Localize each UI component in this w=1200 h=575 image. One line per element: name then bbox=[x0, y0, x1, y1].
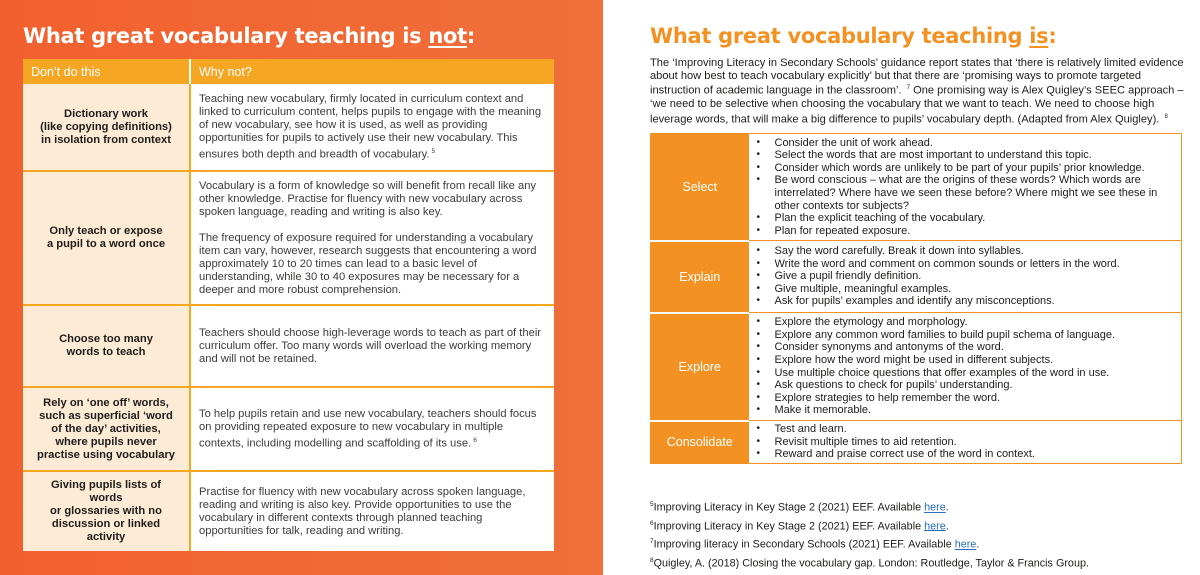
footnote bbox=[650, 534, 1190, 553]
dont-cell bbox=[23, 84, 190, 171]
footnote-ref: 5 bbox=[431, 147, 436, 155]
stage-list bbox=[757, 423, 1176, 461]
why-cell bbox=[190, 305, 554, 387]
dont-text: Choose too many words to teach bbox=[59, 333, 153, 358]
list-item: • Consider synonyms and antonyms of the word. bbox=[757, 341, 1176, 354]
list-item: • Consider which words are unlikely to be part of your pupils’ prior knowledge. bbox=[757, 162, 1176, 175]
stage-items bbox=[749, 313, 1182, 421]
stage-row bbox=[651, 421, 1182, 464]
dont-cell bbox=[23, 171, 190, 305]
list-item: • Give a pupil friendly definition. bbox=[757, 270, 1176, 283]
list-item: • Explore strategies to help remember the word. bbox=[757, 392, 1176, 405]
why-text: Teachers should choose high-leverage words to teach as part of their curriculum offer. Too many words will overload the working memory and will not be retained. bbox=[199, 326, 542, 365]
stage-items bbox=[749, 241, 1182, 313]
list-item: • Use multiple choice questions that offer examples of the word in use. bbox=[757, 367, 1176, 380]
list-item: • Revisit multiple times to aid retention. bbox=[757, 436, 1176, 449]
dont-cell bbox=[23, 305, 190, 387]
dont-table bbox=[23, 59, 554, 551]
why-text: The frequency of exposure required for understanding a vocabulary item can vary, however, research suggests that encountering a word approximately 10 to 20 times can lead to a basic level of understanding, while 30 to 40 exposures may be necessary for a deeper and more robust comprehension. bbox=[199, 231, 537, 296]
list-item: • Explore how the word might be used in different subjects. bbox=[757, 354, 1176, 367]
footnote bbox=[650, 516, 1190, 535]
dont-text: Rely on ‘one off’ words, such as superficial ‘word of the day’ activities, where pupils never practise using vocabulary bbox=[36, 396, 176, 461]
why-cell bbox=[190, 387, 554, 471]
dont-text: Only teach or expose a pupil to a word once bbox=[46, 225, 166, 250]
seec-table bbox=[650, 133, 1182, 464]
footnote-link[interactable]: here bbox=[954, 538, 977, 551]
footnote-number: 5 bbox=[650, 501, 654, 508]
footnote-link[interactable]: here bbox=[924, 501, 946, 514]
why-paragraph bbox=[199, 180, 544, 219]
table-row bbox=[23, 171, 554, 305]
list-item: • Reward and praise correct use of the word in context. bbox=[757, 448, 1176, 461]
why-text: To help pupils retain and use new vocabulary, teachers should focus on providing repeated exposure to new vocabulary in multiple contexts, including modelling and scaffolding of its use. bbox=[199, 407, 537, 450]
list-item: • Say the word carefully. Break it down into syllables. bbox=[757, 245, 1176, 258]
stage-label: Explain bbox=[651, 241, 749, 313]
dont-text: Giving pupils lists of words or glossaries with no discussion or linked activity bbox=[50, 479, 162, 543]
footnote-number: 8 bbox=[650, 556, 654, 564]
list-item: • Explore any common word families to build pupil schema of language. bbox=[757, 329, 1176, 342]
list-item: • Give multiple, meaningful examples. bbox=[757, 283, 1176, 296]
why-text: Practise for fluency with new vocabulary across spoken language, reading and writing is also key. Provide opportunities to use the vocabulary in different contexts through planned teaching opportunities for talk, reading and writing. bbox=[199, 485, 526, 537]
stage-row bbox=[651, 313, 1182, 421]
list-item: • Ask for pupils’ examples and identify any misconceptions. bbox=[757, 295, 1176, 308]
list-item: • Plan the explicit teaching of the vocabulary. bbox=[757, 212, 1176, 225]
stage-label: Explore bbox=[651, 313, 749, 421]
stage-row bbox=[651, 134, 1182, 241]
stage-label: Consolidate bbox=[651, 421, 749, 464]
dont-cell bbox=[23, 471, 190, 551]
why-cell bbox=[190, 84, 554, 171]
table-row bbox=[23, 84, 554, 171]
footnote-link[interactable]: here bbox=[924, 520, 946, 533]
footnote bbox=[650, 497, 1190, 516]
col-header-dont: Don’t do this bbox=[23, 59, 190, 84]
footnote-end: . bbox=[945, 501, 949, 514]
footnote bbox=[650, 553, 1190, 572]
list-item: • Explore the etymology and morphology. bbox=[757, 316, 1176, 329]
stage-label: Select bbox=[651, 134, 749, 241]
list-item: • Write the word and comment on common sounds or letters in the word. bbox=[757, 258, 1176, 271]
left-title: What great vocabulary teaching is not: bbox=[23, 24, 476, 48]
footnotes bbox=[650, 497, 1190, 571]
why-text: Vocabulary is a form of knowledge so will benefit from recall like any other knowledge. Practise for fluency with new vocabulary across spoken language, reading and writing is also key. bbox=[199, 179, 537, 218]
table-row bbox=[23, 471, 554, 551]
footnote-text: Improving Literacy in Key Stage 2 (2021) EEF. Available bbox=[653, 520, 925, 533]
stage-items bbox=[749, 134, 1182, 241]
col-header-why: Why not? bbox=[190, 59, 554, 84]
why-paragraph bbox=[199, 327, 544, 366]
why-cell bbox=[190, 171, 554, 305]
stage-row bbox=[651, 241, 1182, 313]
stage-list bbox=[757, 137, 1176, 238]
footnote-number: 6 bbox=[650, 519, 654, 527]
dont-cell bbox=[23, 387, 190, 471]
stage-list bbox=[757, 245, 1176, 308]
footnote-number: 7 bbox=[650, 538, 654, 546]
footnote-text: Improving Literacy in Key Stage 2 (2021) EEF. Available bbox=[653, 501, 925, 514]
list-item: • Test and learn. bbox=[757, 423, 1176, 436]
stage-items bbox=[749, 421, 1182, 464]
why-cell bbox=[190, 471, 554, 551]
list-item: • Be word conscious – what are the origins of these words? Which words are interrelated? Where have we seen these before? Where might we see these in other contexts tor subjects? bbox=[757, 174, 1176, 212]
why-paragraph bbox=[199, 408, 544, 451]
dont-text: Dictionary work (like copying definitions) in isolation from context bbox=[40, 107, 172, 146]
table-row bbox=[23, 305, 554, 387]
footnote-end: . bbox=[976, 538, 980, 551]
footnote-end: . bbox=[945, 520, 949, 533]
why-paragraph bbox=[199, 486, 544, 538]
why-paragraph bbox=[199, 93, 544, 162]
intro-paragraph: The ‘Improving Literacy in Secondary Schools’ guidance report states that ‘there is relatively limited evidence about how best to teach vocabulary explicitly’ but that there are ‘promising ways to promote targeted instruction of academic language in the classroom’. $^7$ One promising way is Alex Quigley’s SEEC approach – ‘we need to be selective when choosing the vocabulary that we want to teach. We need to choose high leverage words, that will make a big difference to pupils’ vocabulary depth. (Adapted from Alex Quigley). $^8$ bbox=[650, 57, 1184, 126]
right-title: What great vocabulary teaching is: bbox=[650, 24, 1057, 48]
footnote-ref: 6 bbox=[473, 436, 477, 444]
list-item: • Plan for repeated exposure. bbox=[757, 225, 1176, 238]
list-item: • Select the words that are most important to understand this topic. bbox=[757, 149, 1176, 162]
list-item: • Ask questions to check for pupils’ understanding. bbox=[757, 379, 1176, 392]
list-item: • Consider the unit of work ahead. bbox=[757, 137, 1176, 150]
footnote-text: Quigley, A. (2018) Closing the vocabulary gap. London: Routledge, Taylor & Francis Group. bbox=[653, 557, 1089, 570]
list-item: • Make it memorable. bbox=[757, 404, 1176, 417]
footnote-text: Improving literacy in Secondary Schools (2021) EEF. Available bbox=[653, 538, 955, 551]
stage-list bbox=[757, 316, 1176, 417]
why-text: Teaching new vocabulary, firmly located in curriculum context and linked to curriculum content, helps pupils to engage with the meaning of new vocabulary, see how it is used, as well as providing opportunities for pupils to actively use their new vocabulary. This ensures both depth and breadth of vocabulary. bbox=[199, 92, 542, 161]
why-paragraph bbox=[199, 232, 544, 297]
table-row bbox=[23, 387, 554, 471]
